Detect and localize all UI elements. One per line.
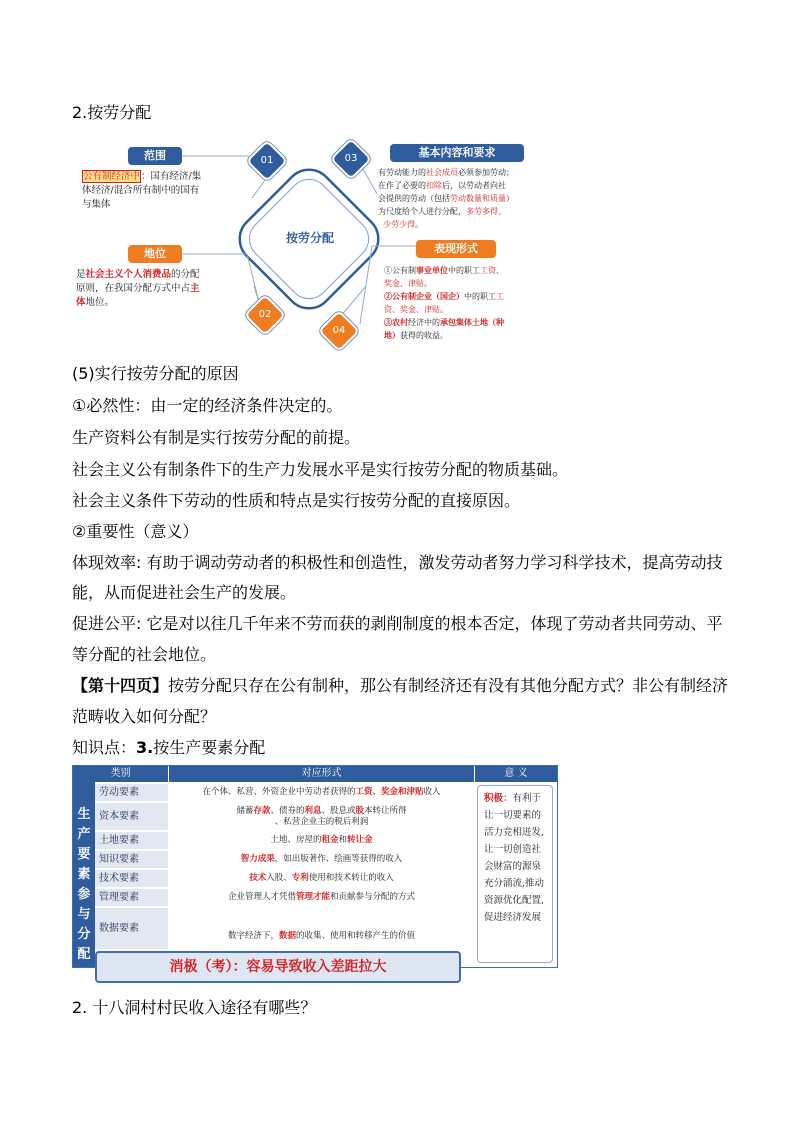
- negative-effect-banner: 消极（考）：容易导致收入差距拉大: [95, 951, 461, 983]
- table-row-form: 数字经济下，数据的收集、使用和转移产生的价值: [227, 931, 416, 941]
- table-row-category: 技术要素: [95, 869, 168, 887]
- question-heading-shibadong: 2. 十八洞村村民收入途径有哪些？: [72, 998, 317, 1017]
- table-row-category: 资本要素: [95, 802, 168, 830]
- number-badge-01: 01: [246, 140, 288, 182]
- table-row-form: 土地、房屋的租金和转让金: [270, 835, 373, 845]
- header-meaning: 意 义: [475, 766, 557, 782]
- premise-paragraph: 生产资料公有制是实行按劳分配的前提。: [72, 428, 361, 447]
- pill-position: 地位: [128, 245, 182, 263]
- importance-title: ②重要性（意义）: [72, 522, 199, 541]
- distribution-by-work-diagram: [72, 136, 550, 347]
- number-badge-02: 02: [244, 294, 286, 336]
- pill-forms: 表现形式: [416, 240, 496, 258]
- range-description: 公有制经济中：国有经济/集 体经济/混合所有制中的国有 与集体: [82, 171, 202, 210]
- section-heading-distribution-by-work: 2.按劳分配: [72, 103, 152, 122]
- table-row-form: 企业管理人才凭借管理才能和贡献参与分配的方式: [227, 892, 416, 902]
- fairness-paragraph-line2: 等分配的社会地位。: [72, 645, 217, 664]
- factor-distribution-table: [72, 765, 558, 968]
- fairness-paragraph-line1: 促进公平: 它是对以往几千年来不劳而获的剥削制度的根本否定，体现了劳动者共同劳动、平: [72, 614, 723, 633]
- diagram-center-label: 按劳分配: [285, 231, 334, 245]
- efficiency-paragraph-line1: 体现效率: 有助于调动劳动者的积极性和创造性，激发劳动者努力学习科学技术，提高劳动技: [72, 553, 723, 572]
- basic-requirements-description: 有劳动能力的社会成员必须参加劳动； 在作了必要的扣除后，以劳动者向社 会提供的劳动（包括劳动数量和质量） 为尺度给个人进行分配，多劳多得、 少劳少得。: [378, 168, 514, 229]
- knowledge-point-heading: 知识点：3.按生产要素分配: [72, 738, 266, 757]
- header-category: 类别: [73, 766, 168, 782]
- table-row-category: 劳动要素: [95, 783, 168, 801]
- question-paragraph-line2: 范畴收入如何分配？: [72, 707, 217, 726]
- table-row-form: 储蓄存款、债券的利息、股息或股本转让所得 、私营企业主的税后利润: [236, 806, 407, 827]
- material-basis-paragraph: 社会主义公有制条件下的生产力发展水平是实行按劳分配的物质基础。: [72, 460, 569, 479]
- table-row-category: 管理要素: [95, 888, 168, 906]
- table-meaning-cell: 积极：有利于让一切要素的活力竞相迸发,让一切创造社会财富的源泉充分涌流,推动资源优化配置,促进经济发展: [477, 785, 553, 963]
- necessity-paragraph: ①必然性：由一定的经济条件决定的。: [72, 396, 343, 415]
- position-description: 是社会主义个人消费品的分配 原则，在我国分配方式中占主 体地位。: [76, 269, 200, 308]
- table-row-form: 在个体、私营、外资企业中劳动者获得的工资、奖金和津贴收入: [202, 787, 441, 797]
- number-badge-04: 04: [318, 310, 360, 352]
- table-row-category: 土地要素: [95, 831, 168, 849]
- table-sidebar-label: 生 产 要 素 参 与 分 配: [73, 782, 95, 967]
- forms-description: ①公有制事业单位中的职工工资、 奖金、津贴。 ②公有制企业（国企）中的职工工 资、奖金、津贴。 ③农村经济中的承包集体土地（种 地）获得的收益。: [384, 265, 504, 340]
- reason-title: (5)实行按劳分配的原因: [72, 364, 239, 383]
- table-row-category: 数据要素: [95, 907, 168, 949]
- header-form: 对应形式: [169, 766, 474, 782]
- direct-cause-paragraph: 社会主义条件下劳动的性质和特点是实行按劳分配的直接原因。: [72, 491, 521, 510]
- table-row-category: 知识要素: [95, 850, 168, 868]
- number-badge-03: 03: [330, 138, 372, 180]
- efficiency-paragraph-line2: 能，从而促进社会生产的发展。: [72, 583, 297, 602]
- question-paragraph-line1: 【第十四页】按劳分配只存在公有制种，那公有制经济还有没有其他分配方式？非公有制经济: [72, 676, 729, 695]
- table-row-form: 智力成果，如出版著作、绘画等获得的收入: [240, 854, 403, 864]
- pill-basic-requirements: 基本内容和要求: [390, 144, 524, 162]
- page-reference: 【第十四页】: [72, 676, 169, 695]
- table-row-form: 技术入股、专利使用和技术转让的收入: [249, 873, 394, 883]
- pill-range: 范围: [128, 147, 182, 165]
